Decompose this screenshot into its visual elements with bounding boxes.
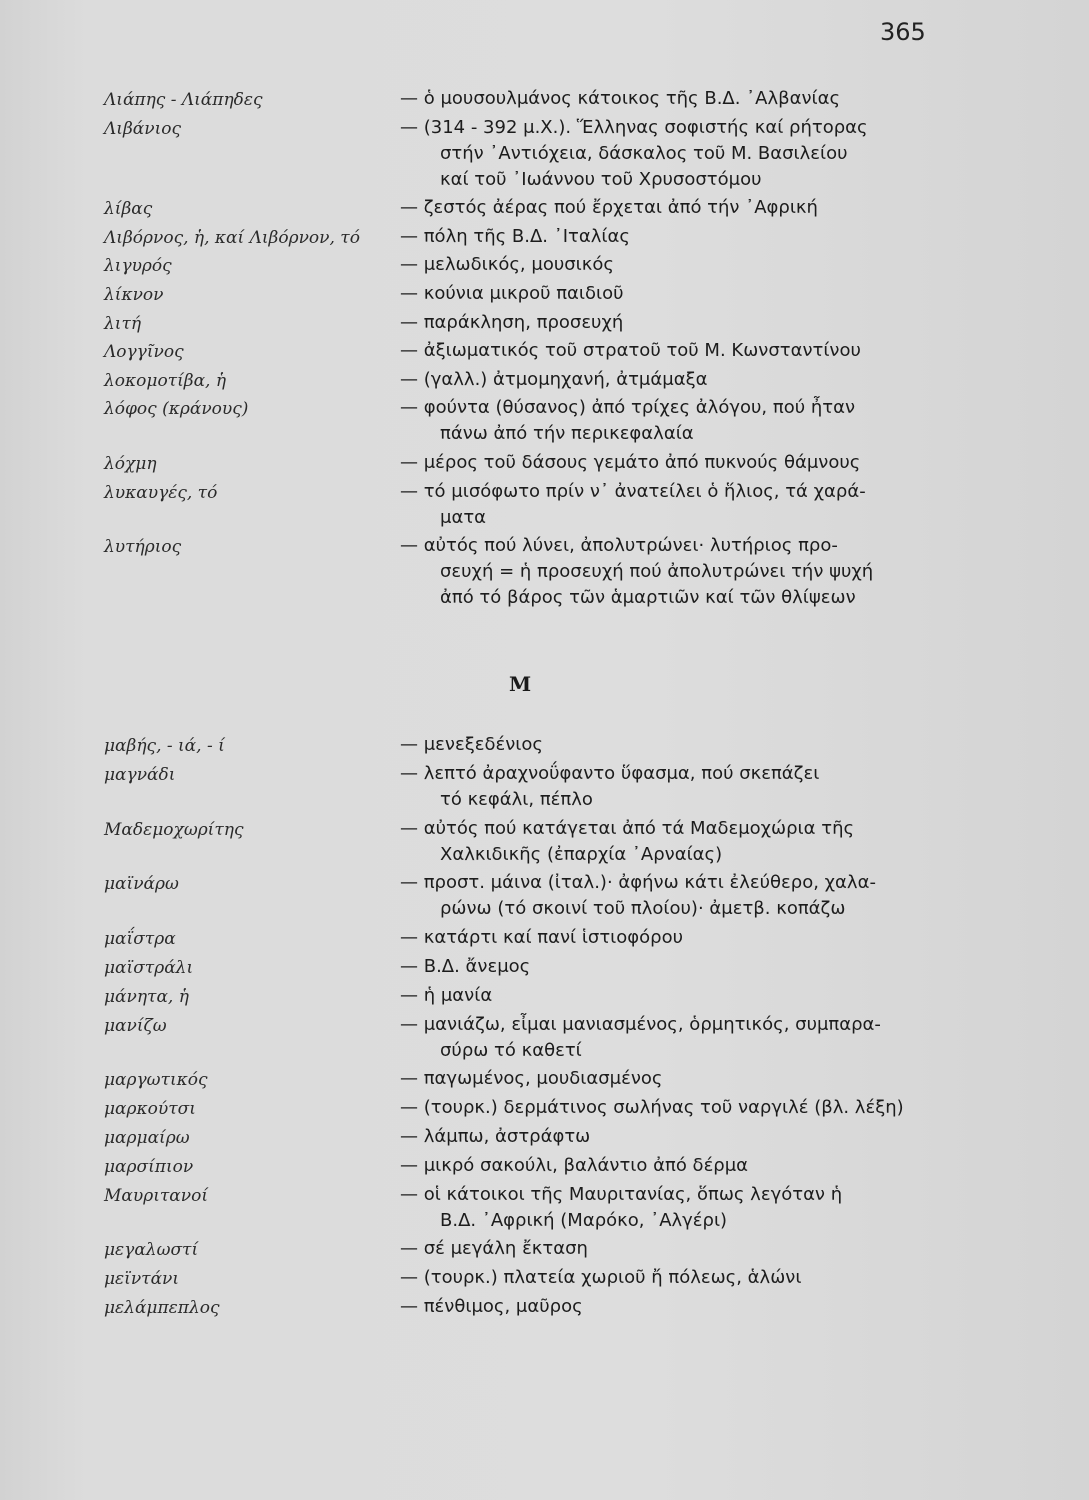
glossary-definition [400, 1265, 960, 1291]
glossary-term: λυτήριος [104, 537, 182, 558]
definition-line: — μέρος τοῦ δάσους γεμάτο ἀπό πυκνούς θάμνους [400, 452, 861, 473]
glossary-definition [400, 195, 960, 221]
glossary-term: λόχμη [104, 454, 157, 474]
definition-line: στήν ᾿Αντιόχεια, δάσκαλος τοῦ Μ. Βασιλείου [440, 142, 848, 164]
definition-line: — φούντα (θύσανος) ἀπό τρίχες ἀλόγου, πού ἦταν [400, 397, 856, 419]
definition-line: — ἀξιωματικός τοῦ στρατοῦ τοῦ Μ. Κωνσταντίνου [400, 340, 861, 362]
glossary-definition [400, 1012, 960, 1064]
definition-line: — λεπτό ἀραχνοΰφαντο ὕφασμα, πού σκεπάζει [400, 762, 820, 784]
definition-line: — λάμπω, ἀστράφτω [400, 1126, 591, 1147]
glossary-definition [400, 925, 960, 951]
glossary-definition [400, 732, 960, 758]
definition-line: ματα [440, 506, 487, 528]
glossary-definition [400, 86, 960, 112]
definition-line: — ἡ μανία [400, 984, 493, 1006]
glossary-definition [400, 983, 960, 1009]
definition-line: — πένθιμος, μαῦρος [400, 1296, 583, 1317]
definition-line: ἀπό τό βάρος τῶν ἁμαρτιῶν καί τῶν θλίψεων [440, 587, 856, 609]
glossary-definition [400, 395, 960, 447]
definition-line: — μικρό σακούλι, βαλάντιο ἀπό δέρμα [400, 1154, 749, 1176]
definition-line: σύρω τό καθετί [440, 1039, 582, 1061]
glossary-definition [400, 1236, 960, 1262]
glossary-definition [400, 338, 960, 364]
glossary-definition [400, 1066, 960, 1092]
glossary-term: λιτή [104, 313, 142, 334]
definition-line: — κατάρτι καί πανί ἱστιοφόρου [400, 927, 684, 949]
definition-line: — παράκληση, προσευχή [400, 311, 624, 333]
page-number: 365 [880, 18, 926, 46]
glossary-term: μεγαλωστί [104, 1240, 199, 1261]
glossary-term: λίκνον [104, 285, 164, 305]
glossary-definition [400, 450, 960, 476]
glossary-definition [400, 310, 960, 336]
glossary-term: Λιβάνιος [104, 118, 182, 139]
definition-line: — ὁ μουσουλμάνος κάτοικος τῆς Β.Δ. ᾿Αλβανίας [400, 88, 841, 109]
definition-line: πάνω ἀπό τήν περικεφαλαία [440, 423, 694, 445]
glossary-definition [400, 870, 960, 922]
glossary-term: μαΐστρα [104, 929, 176, 950]
definition-line: τό κεφάλι, πέπλο [440, 788, 593, 810]
definition-line: — οἱ κάτοικοι τῆς Μαυριτανίας, ὅπως λεγόταν ἡ [400, 1183, 843, 1205]
glossary-definition [400, 816, 960, 868]
glossary-definition [400, 1153, 960, 1179]
glossary-term: Λιβόρνος, ἡ, καί Λιβόρνον, τό [104, 227, 360, 248]
definition-line: — Β.Δ. ἄνεμος [400, 956, 531, 977]
definition-line: — ζεστός ἀέρας πού ἔρχεται ἀπό τήν ᾿Αφρική [400, 197, 818, 219]
glossary-term: λυκαυγές, τό [104, 482, 218, 503]
glossary-term: λοκομοτίβα, ἡ [104, 370, 227, 391]
glossary-definition [400, 224, 960, 250]
glossary-term: μαβής, - ιά, - ί [104, 736, 225, 756]
definition-line: καί τοῦ ᾿Ιωάννου τοῦ Χρυσοστόμου [440, 168, 762, 190]
glossary-term: μαρκούτσι [104, 1099, 196, 1120]
glossary-term: μανίζω [104, 1015, 167, 1036]
definition-line: — μανιάζω, εἶμαι μανιασμένος, ὁρμητικός, συμπαρα- [400, 1013, 881, 1035]
glossary-definition [400, 1095, 960, 1121]
glossary-definition [400, 1124, 960, 1150]
definition-line: — (314 - 392 μ.Χ.). Ἕλληνας σοφιστής καί ρήτορας [400, 116, 868, 138]
definition-line: Β.Δ. ᾿Αφρική (Μαρόκο, ᾿Αλγέρι) [440, 1209, 728, 1231]
glossary-definition [400, 761, 960, 813]
glossary-term: μαρσίπιον [104, 1156, 194, 1177]
glossary-term: Μαδεμοχωρίτης [104, 819, 244, 840]
glossary-definition [400, 281, 960, 307]
definition-line: — (τουρκ.) πλατεία χωριοῦ ἤ πόλεως, ἁλώνι [400, 1267, 802, 1289]
glossary-term: μελάμπεπλος [104, 1298, 220, 1318]
definition-line: σευχή = ἡ προσευχή πού ἀπολυτρώνει τήν ψυχή [440, 561, 874, 583]
glossary-term: μεϊντάνι [104, 1269, 180, 1290]
definition-line: — πόλη τῆς Β.Δ. ᾿Ιταλίας [400, 225, 630, 247]
glossary-definition [400, 479, 960, 531]
glossary-term: μαγνάδι [104, 764, 176, 785]
glossary-term: μαργωτικός [104, 1070, 208, 1091]
definition-line: — αὐτός πού λύνει, ἀπολυτρώνει· λυτήριος προ- [400, 535, 838, 557]
definition-line: Χαλκιδικῆς (ἐπαρχία ᾿Αρναίας) [440, 843, 723, 865]
glossary-definition [400, 367, 960, 393]
definition-line: — (τουρκ.) δερμάτινος σωλήνας τοῦ ναργιλέ (βλ. λέξη) [400, 1097, 904, 1119]
glossary-term: Λογγῖνος [104, 342, 184, 363]
definition-line: — μελωδικός, μουσικός [400, 254, 614, 276]
glossary-term: μαρμαίρω [104, 1128, 190, 1148]
glossary-term: μαϊστράλι [104, 958, 194, 978]
glossary-definition [400, 1182, 960, 1234]
glossary-term: λόφος (κράνους) [104, 399, 249, 420]
definition-line: ρώνω (τό σκοινί τοῦ πλοίου)· ἀμετβ. κοπάζω [440, 898, 846, 920]
glossary-term: Λιάπης - Λιάπηδες [104, 90, 263, 110]
definition-line: — (γαλλ.) ἀτμομηχανή, ἀτμάμαξα [400, 368, 708, 390]
glossary-definition [400, 115, 960, 193]
glossary-definition [400, 1294, 960, 1320]
definition-line: — τό μισόφωτο πρίν ν᾿ ἀνατείλει ὁ ἥλιος, τά χαρά- [400, 480, 866, 502]
definition-line: — σέ μεγάλη ἔκταση [400, 1238, 588, 1260]
glossary-term: λίβας [104, 199, 153, 220]
glossary-definition [400, 252, 960, 278]
definition-line: — προστ. μάινα (ἰταλ.)· ἀφήνω κάτι ἐλεύθερο, χαλα- [400, 872, 876, 894]
definition-line: — κούνια μικροῦ παιδιοῦ [400, 283, 624, 304]
definition-line: — αὐτός πού κατάγεται ἀπό τά Μαδεμοχώρια τῆς [400, 817, 855, 839]
glossary-term: Μαυριτανοί [104, 1185, 209, 1206]
letter-heading: Μ [509, 672, 532, 696]
glossary-term: μάνητα, ἡ [104, 986, 189, 1007]
glossary-term: λιγυρός [104, 256, 172, 277]
glossary-term: μαϊνάρω [104, 874, 179, 895]
glossary-definition [400, 954, 960, 980]
definition-line: — παγωμένος, μουδιασμένος [400, 1068, 663, 1090]
definition-line: — μενεξεδένιος [400, 734, 543, 755]
glossary-definition [400, 533, 960, 611]
